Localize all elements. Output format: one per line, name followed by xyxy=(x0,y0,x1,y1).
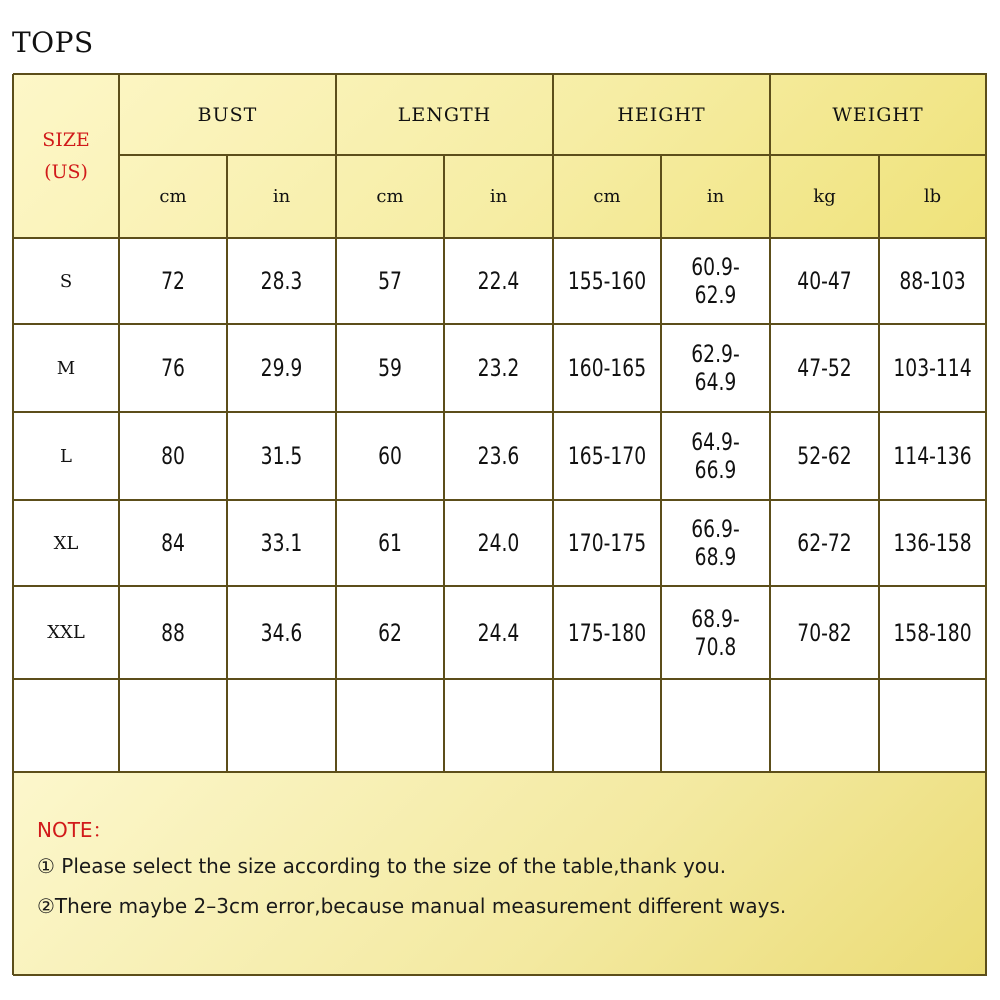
column-group-header: HEIGHT xyxy=(617,103,706,126)
table-cell: 29.9 xyxy=(260,354,303,382)
table-cell: 24.4 xyxy=(477,618,520,647)
grid-line xyxy=(443,155,445,772)
table-cell: 155-160 xyxy=(567,267,647,295)
grid-line xyxy=(13,771,986,773)
table-cell: 23.6 xyxy=(477,442,520,470)
table-cell: 88-103 xyxy=(899,267,966,295)
unit-header: in xyxy=(272,186,291,207)
table-cell: 76 xyxy=(161,354,185,382)
size-cell: M xyxy=(56,357,76,379)
table-cell: 62 xyxy=(378,618,402,647)
unit-header: kg xyxy=(813,186,836,207)
table-cell: 158-180 xyxy=(893,618,972,647)
unit-header: cm xyxy=(159,186,187,207)
table-cell: 47-52 xyxy=(797,354,852,382)
column-group-header: WEIGHT xyxy=(832,103,924,126)
table-cell: 62-72 xyxy=(797,529,852,557)
table-cell: 52-62 xyxy=(797,442,852,470)
grid-line xyxy=(13,974,987,976)
table-cell: 160-165 xyxy=(567,354,647,382)
table-cell: 60.9-62.9 xyxy=(691,253,740,309)
table-cell: 28.3 xyxy=(260,267,303,295)
size-cell: L xyxy=(60,445,72,467)
note-label: NOTE： xyxy=(37,818,113,842)
table-cell: 64.9-66.9 xyxy=(691,428,740,484)
grid-line xyxy=(878,155,880,772)
table-cell: 84 xyxy=(161,529,185,557)
table-cell: 165-170 xyxy=(567,442,647,470)
table-cell: 61 xyxy=(378,529,402,557)
size-cell: XL xyxy=(53,532,79,554)
size-unit-label: (US) xyxy=(44,161,88,183)
table-cell: 31.5 xyxy=(260,442,303,470)
table-cell: 23.2 xyxy=(477,354,520,382)
grid-line xyxy=(226,155,228,772)
table-cell: 114-136 xyxy=(893,442,972,470)
table-cell: 72 xyxy=(161,267,185,295)
table-cell: 136-158 xyxy=(893,529,972,557)
table-cell: 40-47 xyxy=(797,267,852,295)
table-cell: 34.6 xyxy=(260,618,303,647)
table-cell: 33.1 xyxy=(260,529,303,557)
unit-header: lb xyxy=(923,186,942,207)
table-cell: 103-114 xyxy=(893,354,972,382)
column-group-header: LENGTH xyxy=(397,103,492,126)
table-cell: 22.4 xyxy=(477,267,520,295)
table-cell: 80 xyxy=(161,442,185,470)
size-label: SIZE xyxy=(42,129,90,151)
size-cell: S xyxy=(59,270,73,292)
grid-line xyxy=(660,155,662,772)
table-cell: 60 xyxy=(378,442,402,470)
size-cell: XXL xyxy=(47,622,85,643)
table-cell: 62.9-64.9 xyxy=(691,340,740,396)
unit-header: cm xyxy=(376,186,404,207)
table-cell: 175-180 xyxy=(567,618,647,647)
note-line-2: ②There maybe 2–3cm error,because manual measurement different ways. xyxy=(37,894,787,918)
table-cell: 170-175 xyxy=(567,529,647,557)
table-cell: 59 xyxy=(378,354,402,382)
note-line-1: ① Please select the size according to the size of the table,thank you. xyxy=(37,854,727,878)
column-group-header: BUST xyxy=(197,103,258,126)
unit-header: in xyxy=(489,186,508,207)
size-column-header xyxy=(13,74,119,238)
table-cell: 57 xyxy=(378,267,402,295)
table-cell: 24.0 xyxy=(477,529,520,557)
table-cell: 70-82 xyxy=(797,618,852,647)
table-cell: 68.9-70.8 xyxy=(691,604,740,661)
unit-header: cm xyxy=(593,186,621,207)
unit-header: in xyxy=(706,186,725,207)
table-cell: 66.9-68.9 xyxy=(691,515,740,571)
table-cell: 88 xyxy=(161,618,185,647)
page-title: TOPS xyxy=(12,26,94,59)
